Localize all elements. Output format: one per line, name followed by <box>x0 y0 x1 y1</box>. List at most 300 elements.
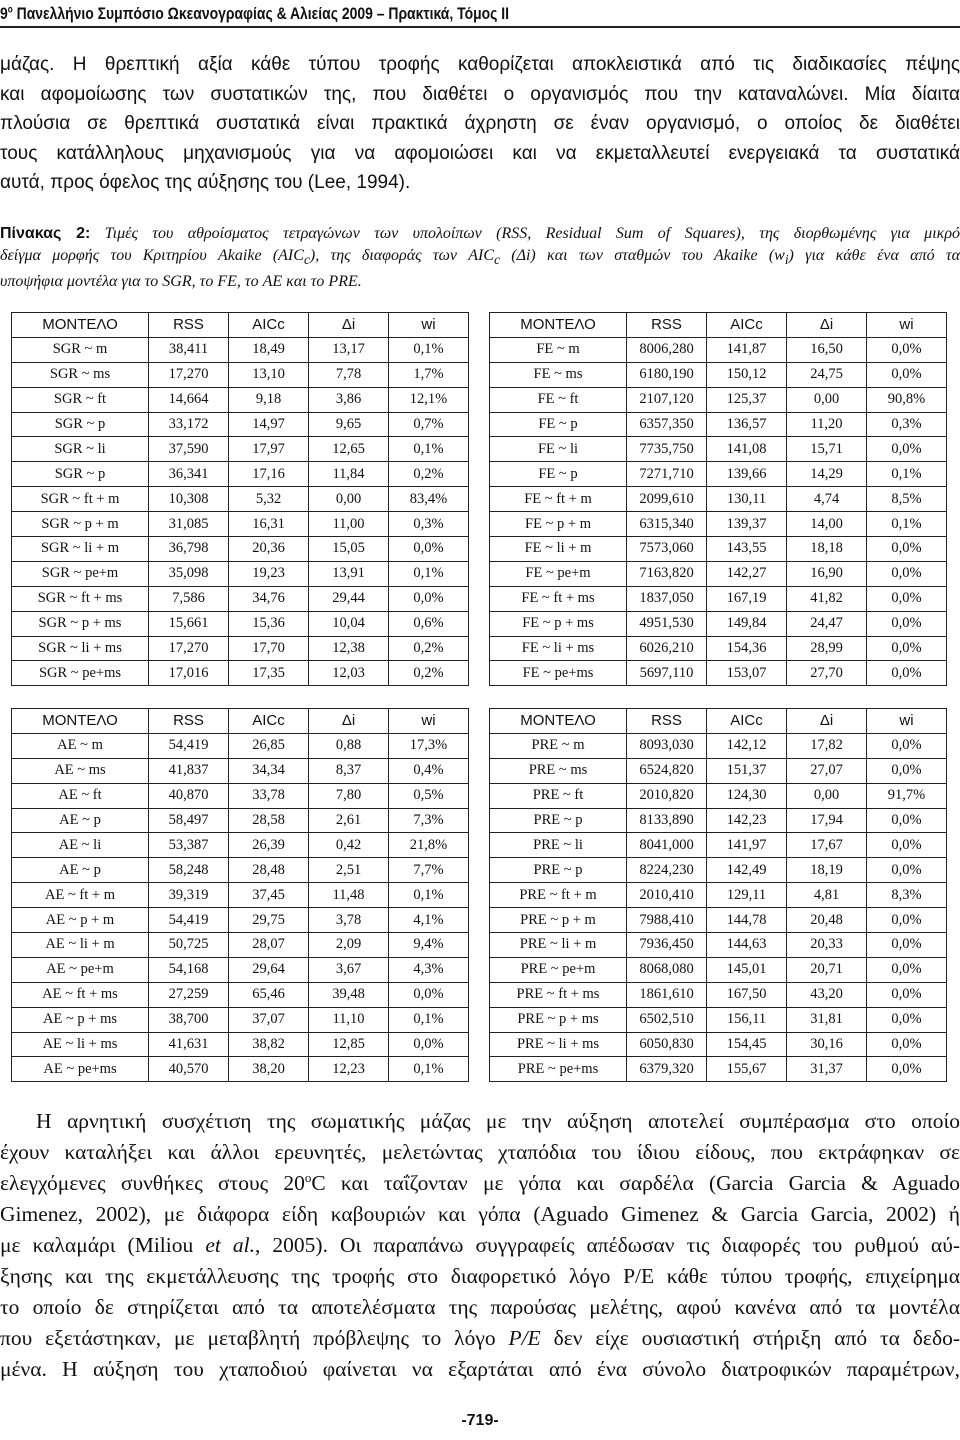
value-cell: 27,07 <box>787 758 867 783</box>
model-cell: AE ~ li + ms <box>12 1032 149 1057</box>
value-cell: 7,3% <box>389 808 469 833</box>
value-cell: 16,50 <box>787 337 867 362</box>
value-cell: 7936,450 <box>627 933 707 958</box>
value-cell: 8006,280 <box>627 337 707 362</box>
value-cell: 28,07 <box>229 933 309 958</box>
value-cell: 0,0% <box>867 908 947 933</box>
column-header: wi <box>389 709 469 734</box>
value-cell: 0,7% <box>389 412 469 437</box>
model-cell: PRE ~ li <box>490 833 627 858</box>
column-header: AICc <box>707 313 787 338</box>
table-row <box>490 537 947 562</box>
value-cell: 6502,510 <box>627 1007 707 1032</box>
column-header: ΜΟΝΤΕΛΟ <box>12 313 149 338</box>
value-cell: 7,586 <box>149 586 229 611</box>
model-cell: SGR ~ li + ms <box>12 636 149 661</box>
value-cell: 17,97 <box>229 437 309 462</box>
value-cell: 53,387 <box>149 833 229 858</box>
value-cell: 1861,610 <box>627 982 707 1007</box>
value-cell: 11,48 <box>309 883 389 908</box>
table-row <box>12 1007 469 1032</box>
caption-subscript: c <box>303 252 310 268</box>
value-cell: 4,1% <box>389 908 469 933</box>
column-header: wi <box>389 313 469 338</box>
body-line <box>0 1230 960 1261</box>
value-cell: 142,23 <box>707 808 787 833</box>
column-header: AICc <box>707 709 787 734</box>
intro-paragraph <box>0 50 960 198</box>
value-cell: 124,30 <box>707 783 787 808</box>
value-cell: 0,88 <box>309 733 389 758</box>
caption-line-1 <box>0 223 960 245</box>
table-row <box>490 387 947 412</box>
value-cell: 145,01 <box>707 957 787 982</box>
value-cell: 15,71 <box>787 437 867 462</box>
value-cell: 2,61 <box>309 808 389 833</box>
value-cell: 19,23 <box>229 561 309 586</box>
caption-subscript: i <box>784 252 789 268</box>
ae-table <box>11 708 469 1082</box>
intro-line: πλούσια σε θρεπτικά συστατικά είναι πρακτικά άχρηστη σε έναν οργανισμό, ο οποίος δε διαθέτει <box>0 113 960 134</box>
body-text: με καλαμάρι (Miliou <box>0 1233 206 1257</box>
value-cell: 31,085 <box>149 512 229 537</box>
table-row <box>12 387 469 412</box>
value-cell: 36,341 <box>149 462 229 487</box>
value-cell: 141,08 <box>707 437 787 462</box>
value-cell: 0,0% <box>389 1032 469 1057</box>
value-cell: 13,91 <box>309 561 389 586</box>
value-cell: 15,05 <box>309 537 389 562</box>
value-cell: 18,49 <box>229 337 309 362</box>
value-cell: 58,497 <box>149 808 229 833</box>
model-cell: SGR ~ m <box>12 337 149 362</box>
value-cell: 43,20 <box>787 982 867 1007</box>
model-cell: PRE ~ ft + m <box>490 883 627 908</box>
value-cell: 130,11 <box>707 487 787 512</box>
value-cell: 38,411 <box>149 337 229 362</box>
value-cell: 11,00 <box>309 512 389 537</box>
table-row <box>490 733 947 758</box>
value-cell: 24,75 <box>787 362 867 387</box>
value-cell: 6180,190 <box>627 362 707 387</box>
model-cell: PRE ~ ft <box>490 783 627 808</box>
value-cell: 4,3% <box>389 957 469 982</box>
value-cell: 18,19 <box>787 858 867 883</box>
value-cell: 37,590 <box>149 437 229 462</box>
model-cell: SGR ~ p + m <box>12 512 149 537</box>
value-cell: 0,0% <box>389 537 469 562</box>
column-header: Δi <box>787 313 867 338</box>
table-row <box>490 561 947 586</box>
model-cell: SGR ~ p <box>12 462 149 487</box>
value-cell: 33,78 <box>229 783 309 808</box>
table-row <box>12 362 469 387</box>
header-number: 9 <box>0 4 8 23</box>
value-cell: 0,00 <box>787 387 867 412</box>
value-cell: 0,0% <box>867 611 947 636</box>
value-cell: 41,837 <box>149 758 229 783</box>
table-row <box>490 611 947 636</box>
value-cell: 139,37 <box>707 512 787 537</box>
value-cell: 125,37 <box>707 387 787 412</box>
model-cell: SGR ~ li + m <box>12 537 149 562</box>
value-cell: 14,664 <box>149 387 229 412</box>
body-line: ξησης και της εκμετάλλευσης της τροφής στο διαφορετικό λόγο P/E κάθε τύπου τροφής, επιχείρημα <box>0 1264 960 1288</box>
caption-text: (Δi) και των σταθμών του Akaike (w <box>499 247 785 264</box>
table-row <box>490 437 947 462</box>
value-cell: 28,58 <box>229 808 309 833</box>
value-cell: 0,3% <box>867 412 947 437</box>
value-cell: 16,90 <box>787 561 867 586</box>
table-row <box>12 957 469 982</box>
value-cell: 41,82 <box>787 586 867 611</box>
body-line: έχουν καταλήξει και άλλοι ερευνητές, μελετώντας χταπόδια του ίδιου είδους, που εκτράφηκαν σε <box>0 1140 960 1164</box>
column-header: RSS <box>149 313 229 338</box>
value-cell: 7271,710 <box>627 462 707 487</box>
value-cell: 7735,750 <box>627 437 707 462</box>
value-cell: 8,5% <box>867 487 947 512</box>
value-cell: 9,4% <box>389 933 469 958</box>
table-row <box>12 933 469 958</box>
value-cell: 28,48 <box>229 858 309 883</box>
table-header-row <box>490 709 947 734</box>
caption-line-2 <box>0 245 960 271</box>
value-cell: 0,1% <box>389 337 469 362</box>
model-cell: FE ~ ft + ms <box>490 586 627 611</box>
value-cell: 2107,120 <box>627 387 707 412</box>
model-cell: FE ~ ft + m <box>490 487 627 512</box>
caption-text: δείγμα μορφής του Κριτηρίου Akaike (AIC <box>0 247 304 264</box>
model-cell: FE ~ m <box>490 337 627 362</box>
value-cell: 36,798 <box>149 537 229 562</box>
column-header: RSS <box>627 313 707 338</box>
value-cell: 15,661 <box>149 611 229 636</box>
table-row <box>12 858 469 883</box>
value-cell: 0,0% <box>867 858 947 883</box>
value-cell: 6050,830 <box>627 1032 707 1057</box>
value-cell: 65,46 <box>229 982 309 1007</box>
value-cell: 2010,820 <box>627 783 707 808</box>
table-row <box>12 412 469 437</box>
degree-superscript: ο <box>304 1169 312 1185</box>
value-cell: 142,27 <box>707 561 787 586</box>
intro-line: μάζας. Η θρεπτική αξία κάθε τύπου τροφής καθορίζεται αποκλειστικά από τις διαδικασίες πέψης <box>0 54 960 75</box>
value-cell: 149,84 <box>707 611 787 636</box>
model-cell: FE ~ p <box>490 412 627 437</box>
value-cell: 154,36 <box>707 636 787 661</box>
value-cell: 16,31 <box>229 512 309 537</box>
value-cell: 3,67 <box>309 957 389 982</box>
value-cell: 9,65 <box>309 412 389 437</box>
value-cell: 13,17 <box>309 337 389 362</box>
value-cell: 0,0% <box>389 586 469 611</box>
table-row <box>12 833 469 858</box>
value-cell: 0,0% <box>867 733 947 758</box>
value-cell: 40,870 <box>149 783 229 808</box>
value-cell: 151,37 <box>707 758 787 783</box>
model-cell: PRE ~ p <box>490 808 627 833</box>
value-cell: 7,80 <box>309 783 389 808</box>
model-cell: FE ~ li <box>490 437 627 462</box>
model-cell: SGR ~ pe+ms <box>12 661 149 686</box>
table-row <box>12 1057 469 1082</box>
value-cell: 0,00 <box>787 783 867 808</box>
value-cell: 0,2% <box>389 636 469 661</box>
value-cell: 156,11 <box>707 1007 787 1032</box>
value-cell: 11,84 <box>309 462 389 487</box>
table-row <box>12 586 469 611</box>
header-title: Πανελλήνιο Συμπόσιο Ωκεανογραφίας & Αλιείας 2009 – Πρακτικά, Τόμος ΙΙ <box>12 4 510 23</box>
value-cell: 129,11 <box>707 883 787 908</box>
value-cell: 0,0% <box>867 833 947 858</box>
value-cell: 2,51 <box>309 858 389 883</box>
value-cell: 0,0% <box>867 337 947 362</box>
model-cell: FE ~ ft <box>490 387 627 412</box>
body-text: που εξετάστηκαν, με μεταβλητή πρόβλεψης το λόγο <box>0 1326 509 1350</box>
body-text: C και ταΐζονταν με γόπα και σαρδέλα (Garcia Garcia & Aguado <box>311 1171 960 1195</box>
model-cell: FE ~ p + ms <box>490 611 627 636</box>
model-cell: SGR ~ li <box>12 437 149 462</box>
value-cell: 21,8% <box>389 833 469 858</box>
value-cell: 8093,030 <box>627 733 707 758</box>
value-cell: 4951,530 <box>627 611 707 636</box>
body-italic: P/E <box>508 1326 541 1350</box>
model-cell: PRE ~ ft + ms <box>490 982 627 1007</box>
value-cell: 38,82 <box>229 1032 309 1057</box>
value-cell: 41,631 <box>149 1032 229 1057</box>
value-cell: 154,45 <box>707 1032 787 1057</box>
value-cell: 17,67 <box>787 833 867 858</box>
model-cell: AE ~ m <box>12 733 149 758</box>
value-cell: 26,85 <box>229 733 309 758</box>
running-header <box>0 4 509 24</box>
table-row <box>490 1057 947 1082</box>
value-cell: 17,270 <box>149 636 229 661</box>
body-italic: et al. <box>205 1233 255 1257</box>
model-cell: FE ~ pe+ms <box>490 661 627 686</box>
value-cell: 0,0% <box>867 982 947 1007</box>
table-row <box>12 636 469 661</box>
value-cell: 0,0% <box>867 537 947 562</box>
model-cell: AE ~ ft + ms <box>12 982 149 1007</box>
table-row <box>490 362 947 387</box>
table-row <box>490 858 947 883</box>
value-cell: 0,0% <box>867 362 947 387</box>
model-cell: FE ~ p + m <box>490 512 627 537</box>
table-row <box>490 957 947 982</box>
body-line <box>0 1323 960 1354</box>
value-cell: 0,1% <box>389 437 469 462</box>
value-cell: 144,78 <box>707 908 787 933</box>
model-cell: AE ~ p + ms <box>12 1007 149 1032</box>
model-cell: AE ~ ms <box>12 758 149 783</box>
table-header-row <box>490 313 947 338</box>
value-cell: 6357,350 <box>627 412 707 437</box>
column-header: AICc <box>229 313 309 338</box>
column-header: AICc <box>229 709 309 734</box>
value-cell: 0,0% <box>867 957 947 982</box>
table-row <box>490 487 947 512</box>
value-cell: 142,12 <box>707 733 787 758</box>
model-cell: SGR ~ pe+m <box>12 561 149 586</box>
value-cell: 17,016 <box>149 661 229 686</box>
caption-text: ), της διαφοράς των AIC <box>309 247 495 264</box>
value-cell: 0,42 <box>309 833 389 858</box>
value-cell: 0,0% <box>867 561 947 586</box>
table-row <box>12 487 469 512</box>
table-row <box>12 883 469 908</box>
value-cell: 0,0% <box>867 1007 947 1032</box>
value-cell: 6026,210 <box>627 636 707 661</box>
model-cell: SGR ~ ft <box>12 387 149 412</box>
body-text: δεν είχε ουσιαστική στήριξη από τα δεδο- <box>540 1326 960 1350</box>
value-cell: 20,71 <box>787 957 867 982</box>
table-row <box>12 808 469 833</box>
table-row <box>12 537 469 562</box>
value-cell: 54,419 <box>149 733 229 758</box>
table-row <box>490 883 947 908</box>
table-row <box>490 1007 947 1032</box>
model-cell: AE ~ pe+ms <box>12 1057 149 1082</box>
value-cell: 37,45 <box>229 883 309 908</box>
value-cell: 26,39 <box>229 833 309 858</box>
body-text: , 2005). Οι παραπάνω συγγραφείς απέδωσαν τις διαφορές του ρυθμού αύ- <box>254 1233 960 1257</box>
value-cell: 34,76 <box>229 586 309 611</box>
model-cell: AE ~ pe+m <box>12 957 149 982</box>
model-cell: FE ~ li + ms <box>490 636 627 661</box>
body-paragraph <box>0 1106 960 1385</box>
model-cell: AE ~ p + m <box>12 908 149 933</box>
value-cell: 136,57 <box>707 412 787 437</box>
value-cell: 34,34 <box>229 758 309 783</box>
value-cell: 8224,230 <box>627 858 707 883</box>
table-row <box>490 1032 947 1057</box>
value-cell: 24,47 <box>787 611 867 636</box>
table-caption <box>0 223 960 293</box>
model-cell: AE ~ p <box>12 808 149 833</box>
column-header: ΜΟΝΤΕΛΟ <box>490 709 627 734</box>
model-cell: PRE ~ ms <box>490 758 627 783</box>
value-cell: 1837,050 <box>627 586 707 611</box>
value-cell: 0,00 <box>309 487 389 512</box>
value-cell: 40,570 <box>149 1057 229 1082</box>
value-cell: 8,37 <box>309 758 389 783</box>
table-row <box>490 512 947 537</box>
value-cell: 6524,820 <box>627 758 707 783</box>
value-cell: 15,36 <box>229 611 309 636</box>
table-row <box>490 982 947 1007</box>
sgr-table <box>11 312 469 686</box>
body-line: Η αρνητική συσχέτιση της σωματικής μάζας με την αύξηση αποτελεί συμπέρασμα στο οποίο <box>36 1109 960 1133</box>
column-header: Δi <box>309 313 389 338</box>
value-cell: 1,7% <box>389 362 469 387</box>
value-cell: 8,3% <box>867 883 947 908</box>
value-cell: 8041,000 <box>627 833 707 858</box>
model-cell: PRE ~ pe+ms <box>490 1057 627 1082</box>
value-cell: 11,20 <box>787 412 867 437</box>
value-cell: 153,07 <box>707 661 787 686</box>
value-cell: 39,319 <box>149 883 229 908</box>
table-row <box>12 462 469 487</box>
value-cell: 139,66 <box>707 462 787 487</box>
value-cell: 27,70 <box>787 661 867 686</box>
table-row <box>490 783 947 808</box>
value-cell: 17,35 <box>229 661 309 686</box>
table-row <box>490 462 947 487</box>
value-cell: 10,04 <box>309 611 389 636</box>
value-cell: 0,1% <box>867 462 947 487</box>
model-cell: AE ~ ft + m <box>12 883 149 908</box>
value-cell: 11,10 <box>309 1007 389 1032</box>
model-cell: SGR ~ ms <box>12 362 149 387</box>
value-cell: 144,63 <box>707 933 787 958</box>
model-cell: FE ~ ms <box>490 362 627 387</box>
column-header: Δi <box>787 709 867 734</box>
value-cell: 7,7% <box>389 858 469 883</box>
body-line <box>0 1168 960 1199</box>
value-cell: 0,2% <box>389 462 469 487</box>
value-cell: 142,49 <box>707 858 787 883</box>
intro-line: αυτά, προς όφελος της αύξησης του (Lee, 1994). <box>0 172 411 193</box>
table-row <box>12 611 469 636</box>
value-cell: 38,700 <box>149 1007 229 1032</box>
value-cell: 14,00 <box>787 512 867 537</box>
column-header: wi <box>867 313 947 338</box>
value-cell: 31,81 <box>787 1007 867 1032</box>
table-row <box>12 982 469 1007</box>
value-cell: 0,1% <box>389 1007 469 1032</box>
body-line: το οποίο δε στηρίζεται από τα αποτελέσματα της παρούσας μελέτης, αφού κανένα από τα μοντέλα <box>0 1295 960 1319</box>
value-cell: 12,65 <box>309 437 389 462</box>
value-cell: 6379,320 <box>627 1057 707 1082</box>
value-cell: 0,0% <box>867 933 947 958</box>
value-cell: 0,0% <box>867 586 947 611</box>
value-cell: 29,44 <box>309 586 389 611</box>
value-cell: 17,94 <box>787 808 867 833</box>
column-header: RSS <box>149 709 229 734</box>
model-cell: SGR ~ p <box>12 412 149 437</box>
value-cell: 31,37 <box>787 1057 867 1082</box>
value-cell: 0,4% <box>389 758 469 783</box>
table-row <box>12 908 469 933</box>
value-cell: 3,86 <box>309 387 389 412</box>
value-cell: 0,0% <box>867 1032 947 1057</box>
model-cell: AE ~ ft <box>12 783 149 808</box>
value-cell: 0,5% <box>389 783 469 808</box>
value-cell: 17,270 <box>149 362 229 387</box>
model-cell: SGR ~ ft + ms <box>12 586 149 611</box>
value-cell: 0,1% <box>389 561 469 586</box>
value-cell: 35,098 <box>149 561 229 586</box>
model-cell: PRE ~ p + ms <box>490 1007 627 1032</box>
model-cell: PRE ~ li + m <box>490 933 627 958</box>
value-cell: 28,99 <box>787 636 867 661</box>
value-cell: 20,48 <box>787 908 867 933</box>
value-cell: 90,8% <box>867 387 947 412</box>
value-cell: 167,50 <box>707 982 787 1007</box>
value-cell: 2099,610 <box>627 487 707 512</box>
value-cell: 0,1% <box>389 1057 469 1082</box>
body-text: ελεγχόμενες συνθήκες στους 20 <box>0 1171 305 1195</box>
value-cell: 54,419 <box>149 908 229 933</box>
value-cell: 0,0% <box>867 636 947 661</box>
body-line: μένα. Η αύξηση του χταποδιού φαίνεται να εξαρτάται από ένα σύνολο διατροφικών παραμέτρων, <box>0 1357 960 1381</box>
value-cell: 7,78 <box>309 362 389 387</box>
model-cell: PRE ~ li + ms <box>490 1032 627 1057</box>
table-row <box>12 1032 469 1057</box>
value-cell: 27,259 <box>149 982 229 1007</box>
value-cell: 12,1% <box>389 387 469 412</box>
